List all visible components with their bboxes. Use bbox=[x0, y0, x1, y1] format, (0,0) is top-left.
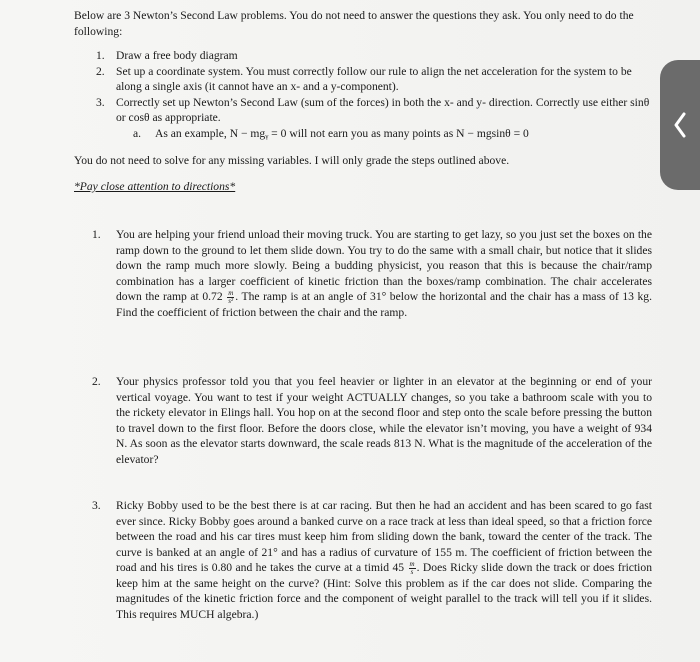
substep-example bbox=[133, 126, 653, 142]
step-number: 2. bbox=[96, 64, 105, 78]
step-text: Set up a coordinate system. You must correctly follow our rule to align the net acceleration for the system to be along a single axis (it cannot have an x- and a y-component). bbox=[116, 64, 632, 93]
step-item bbox=[74, 95, 654, 126]
side-panel-handle[interactable] bbox=[660, 60, 700, 190]
problem-number: 3. bbox=[92, 499, 101, 512]
step-item bbox=[74, 48, 654, 64]
instruction-steps bbox=[74, 48, 654, 126]
step-text: Draw a free body diagram bbox=[116, 49, 238, 62]
problem-1 bbox=[92, 227, 652, 320]
problem-number: 2. bbox=[92, 375, 101, 388]
substep-text: As an example, N − mgᵧ = 0 will not earn you as many points as N − mgsinθ = 0 bbox=[155, 127, 529, 140]
unit-fraction: $\frac{m}{s}$ bbox=[409, 559, 415, 576]
problem-text: You are helping your friend unload their moving truck. You are starting to get lazy, so you just set the boxes on the ramp down to the ground to let them slide down. You try to do the same with a small chair, but notice that it slides down the ramp much more slowly. Being a budding physicist, you reason that this is because the chair/ramp combination has a larger coefficient of kinetic friction than the boxes/ramp combination. The chair accelerates down the ramp at 0.72 $\frac{m}{\text{s²}}$ . The ramp is at an angle of 31° below the horizontal and the chair has a mass of 13 kg. Find the coefficient of friction between the chair and the ramp. bbox=[116, 228, 652, 319]
attention-note: *Pay close attention to directions* bbox=[74, 180, 236, 193]
problem-text: Your physics professor told you that you feel heavier or lighter in an elevator at the beginning or end of your vertical voyage. You want to test if your weight ACTUALLY changes, so you take a bathroom scale with you to the rickety elevator in Elings hall. You hop on at the second floor and step onto the scale before pressing the button to travel down to the first floor. Before the doors close, while the elevator isn’t moving, you have a weight of 934 N. As soon as the elevator starts downward, the scale reads 813 N. What is the magnitude of the acceleration of the elevator? bbox=[116, 375, 652, 466]
problem-number: 1. bbox=[92, 228, 101, 241]
step-text: Correctly set up Newton’s Second Law (sum of the forces) in both the x- and y- direction. Correctly use either sinθ or cosθ as appropriate. bbox=[116, 95, 650, 124]
problem-text: Ricky Bobby used to be the best there is at car racing. But then he had an accident and has been scared to go fast ever since. Ricky Bobby goes around a banked curve on a race track at less than ideal speed, so that a friction force between the road and his car tires must keep him from sliding down the bank, toward the center of the track. The curve is banked at an angle of 21° and has a radius of curvature of 155 m. The coefficient of friction between the road and his tires is 0.80 and he takes the curve at a timid 45 $\frac{m}{s}$ . Does Ricky slide down the track or does friction keep him at the same height on the curve? (Hint: Solve this problem as if the car does not slide. Comparing the magnitudes of the kinetic friction force and the component of weight parallel to the track will tell you if it slides. This requires MUCH algebra.) bbox=[116, 499, 652, 621]
intro-text: Below are 3 Newton’s Second Law problems. You do not need to answer the questions they ask. You only need to do the following: bbox=[74, 9, 634, 38]
grading-note: You do not need to solve for any missing variables. I will only grade the steps outlined above. bbox=[74, 154, 510, 167]
problem-2 bbox=[92, 374, 652, 467]
unit-fraction: $\frac{m}{\text{s²}}$ bbox=[228, 288, 234, 305]
step-number: 3. bbox=[96, 95, 105, 109]
step-item bbox=[74, 64, 654, 95]
chevron-left-icon bbox=[673, 112, 687, 138]
problem-3 bbox=[92, 498, 652, 622]
step-number: 1. bbox=[96, 49, 105, 62]
substep-number: a. bbox=[133, 127, 142, 140]
